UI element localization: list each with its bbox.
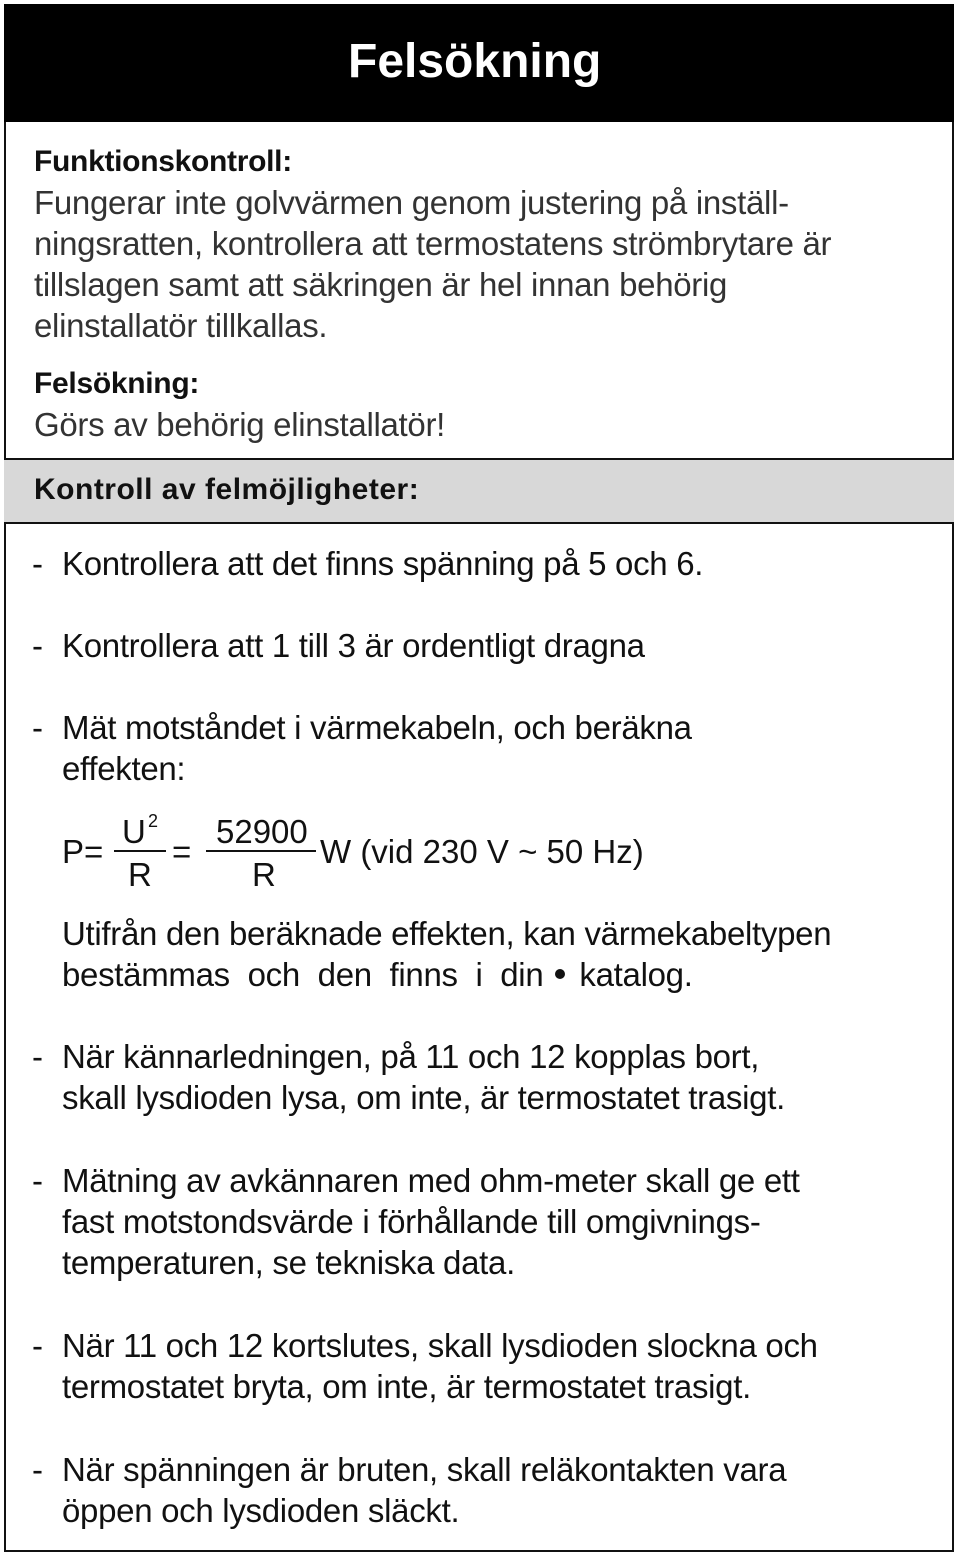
list-item: Mät motståndet i värmekabeln, och beräkna <box>62 709 692 746</box>
funktionskontroll-heading: Funktionskontroll: <box>34 145 292 178</box>
list-dash: - <box>32 1451 43 1488</box>
list-item: När kännarledningen, på 11 och 12 kopplas bort, <box>62 1038 760 1075</box>
fraction-bar <box>206 850 316 852</box>
list-item: Kontrollera att 1 till 3 är ordentligt dragna <box>62 627 645 664</box>
bullet-icon <box>555 969 565 979</box>
list-item-continuation: skall lysdioden lysa, om inte, är termostatet trasigt. <box>62 1079 785 1116</box>
formula-exponent: 2 <box>148 811 159 831</box>
list-item-continuation: öppen och lysdioden släckt. <box>62 1492 460 1529</box>
funktionskontroll-line: Fungerar inte golvvärmen genom justering på inställ- <box>34 184 789 221</box>
page-title: Felsökning <box>348 35 602 88</box>
funktionskontroll-line: tillslagen samt att säkringen är hel innan behörig <box>34 266 728 303</box>
list-item: När 11 och 12 kortslutes, skall lysdioden slockna och <box>62 1327 818 1364</box>
list-item: Mätning av avkännaren med ohm-meter skall ge ett <box>62 1162 800 1199</box>
list-dash: - <box>32 709 43 746</box>
note-text: katalog. <box>579 956 693 993</box>
formula-numerator-u: U <box>122 813 146 850</box>
funktionskontroll-line: ningsratten, kontrollera att termostatens strömbrytare är <box>34 225 832 262</box>
list-item: När spänningen är bruten, skall reläkontakten vara <box>62 1451 787 1488</box>
list-dash: - <box>32 1038 43 1075</box>
fraction-bar <box>114 850 166 852</box>
list-item-continuation: effekten: <box>62 750 186 787</box>
note-line: Utifrån den beräknade effekten, kan värmekabeltypen <box>62 915 832 952</box>
formula-denominator-r: R <box>128 856 152 893</box>
formula-lhs: P= <box>62 833 104 870</box>
list-item: Kontrollera att det finns spänning på 5 och 6. <box>62 545 704 582</box>
funktionskontroll-line: elinstallatör tillkallas. <box>34 307 328 344</box>
list-dash: - <box>32 545 43 582</box>
kontroll-heading: Kontroll av felmöjligheter: <box>34 473 420 506</box>
note-text: bestämmas och den finns i din <box>62 956 544 993</box>
felsokning-heading: Felsökning: <box>34 367 200 400</box>
formula-numerator-value: 52900 <box>216 813 308 850</box>
list-dash: - <box>32 1327 43 1364</box>
list-item-continuation: termostatet bryta, om inte, är termostatet trasigt. <box>62 1368 751 1405</box>
formula-tail: W (vid 230 V ~ 50 Hz) <box>320 833 644 870</box>
list-dash: - <box>32 627 43 664</box>
note-line <box>62 954 693 995</box>
kontroll-band <box>4 458 954 524</box>
list-item-continuation: fast motstondsvärde i förhållande till omgivnings- <box>62 1203 761 1240</box>
page-header <box>4 4 954 122</box>
felsokning-text: Görs av behörig elinstallatör! <box>34 406 446 443</box>
formula-denominator-r2: R <box>252 856 276 893</box>
list-dash: - <box>32 1162 43 1199</box>
list-item-continuation: temperaturen, se tekniska data. <box>62 1244 515 1281</box>
formula-equals: = <box>172 833 192 870</box>
